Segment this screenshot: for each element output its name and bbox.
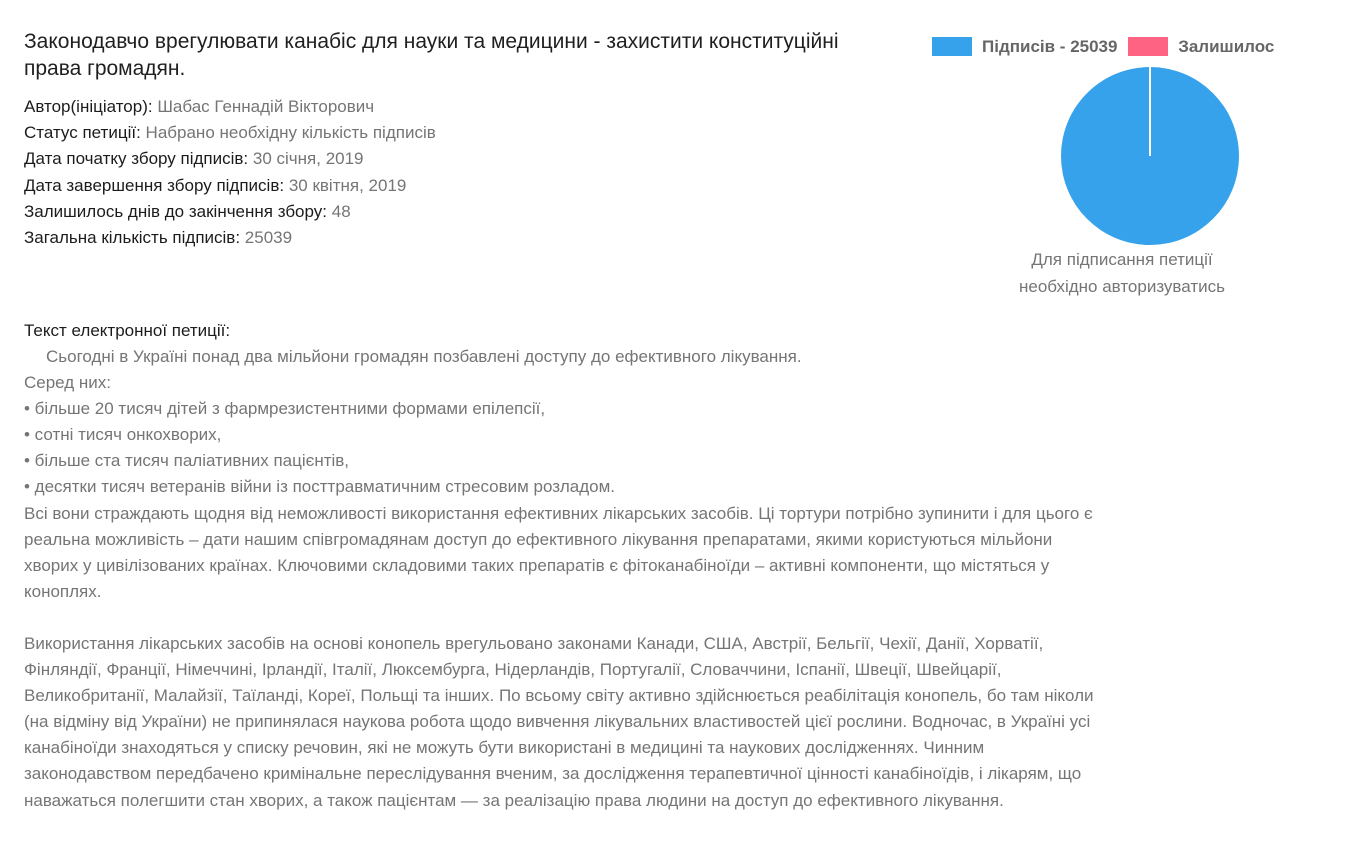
petition-bullet: • десятки тисяч ветеранів війни із посттравматичним стресовим розладом.: [24, 477, 616, 497]
info-row-end-date: [24, 173, 844, 199]
info-value: Набрано необхідну кількість підписів: [145, 123, 436, 143]
petition-text-heading: Текст електронної петиції:: [24, 321, 231, 340]
info-value: Шабас Геннадій Вікторович: [157, 97, 375, 116]
petition-paragraph-line: реальна можливість – дати нашим співгромадянам доступ до ефективного лікування препаратами, якими користуються мільйони: [24, 529, 1053, 549]
auth-required-note: [980, 246, 1264, 300]
pie-svg: [1060, 66, 1240, 246]
petition-bullet: • більше ста тисяч паліативних пацієнтів,: [24, 451, 350, 471]
legend-label-signed: Підписів - 25039: [982, 36, 1118, 56]
info-value: 48: [331, 201, 351, 221]
info-row-author: [24, 94, 844, 120]
petition-paragraph-line: Великобританії, Малайзії, Таїланді, Кореї, Польщі та інших. По всьому світу активно здійснюється реабілітація конопель, бо там ніколи: [24, 686, 1094, 706]
info-row-status: [24, 120, 844, 146]
legend-item-signed[interactable]: [932, 36, 1117, 57]
petition-paragraph-line: законодавством передбачено кримінальне переслідування вченим, за дослідження терапевтичної цінності канабіноїдів, і лікарям, що: [24, 764, 1082, 784]
info-key: Дата завершення збору підписів:: [24, 175, 285, 195]
auth-note-line: Для підписання петиції: [1031, 250, 1213, 269]
petition-paragraph-line: Використання лікарських засобів на основі конопель врегульовано законами Канади, США, Австрії, Бельгії, Чехії, Данії, Хорватії,: [24, 633, 1044, 653]
info-row-days-left: [24, 199, 844, 225]
info-value: 30 квітня, 2019: [288, 175, 407, 195]
signatures-pie-chart: [1060, 66, 1240, 246]
petition-paragraph-line: наважаться полегшити стан хворих, а також пацієнтам — за реалізацію права людини на доступ до ефективного лікування.: [24, 790, 1004, 810]
info-row-total-signatures: [24, 225, 844, 251]
petition-info: [24, 94, 844, 251]
petition-text-section: [24, 318, 1334, 814]
info-key: Автор(ініціатор):: [24, 97, 153, 116]
petition-paragraph-line: Фінляндії, Франції, Німеччині, Ірландії, Італії, Люксембурга, Нідерландів, Португалії, Словаччини, Іспанії, Швеції, Швейцарії,: [24, 660, 1002, 680]
info-key: Залишилось днів до закінчення збору:: [24, 201, 328, 221]
petition-title: Законодавчо врегулювати канабіс для науки та медицини - захистити конституційні права громадян.: [24, 30, 839, 80]
petition-bullet: • сотні тисяч онкохворих,: [24, 425, 222, 445]
petition-list-intro: Серед них:: [24, 373, 112, 393]
info-key: Статус петиції:: [24, 123, 141, 143]
legend-swatch-signed: [932, 37, 972, 56]
petition-intro-line: Сьогодні в Україні понад два мільйони громадян позбавлені доступу до ефективного лікування.: [46, 347, 802, 366]
chart-legend: [932, 36, 1352, 60]
petition-paragraph-line: хворих у цивілізованих країнах. Ключовими складовими таких препаратів є фітоканабіноїди – активні компоненти, що містяться у: [24, 555, 1050, 575]
info-row-start-date: [24, 146, 844, 172]
petition-paragraph-line: Всі вони страждають щодня від неможливості використання ефективних лікарських засобів. Ці тортури потрібно зупинити і для цього є: [24, 503, 1093, 523]
auth-note-line: необхідно авторизуватись: [1018, 277, 1225, 296]
legend-swatch-remaining: [1128, 37, 1168, 56]
petition-bullet: • більше 20 тисяч дітей з фармрезистентними формами епілепсії,: [24, 399, 546, 419]
petition-paragraph-line: коноплях.: [24, 581, 102, 601]
legend-item-remaining[interactable]: [1128, 36, 1274, 57]
petition-paragraph-line: канабіноїди знаходяться у списку речовин, які не можуть бути використані в медицині та наукових дослідженнях. Чинним: [24, 738, 985, 758]
info-value: 30 січня, 2019: [252, 149, 364, 169]
info-value: 25039: [244, 228, 293, 248]
legend-label-remaining: Залишилос: [1178, 36, 1275, 56]
info-key: Дата початку збору підписів:: [24, 149, 249, 169]
paragraph-gap: [24, 605, 1334, 631]
info-key: Загальна кількість підписів:: [24, 228, 241, 248]
petition-paragraph-line: (на відміну від України) не припинялася наукова робота щодо вивчення лікувальних властивостей цієї рослини. Водночас, в Україні усі: [24, 712, 1091, 732]
